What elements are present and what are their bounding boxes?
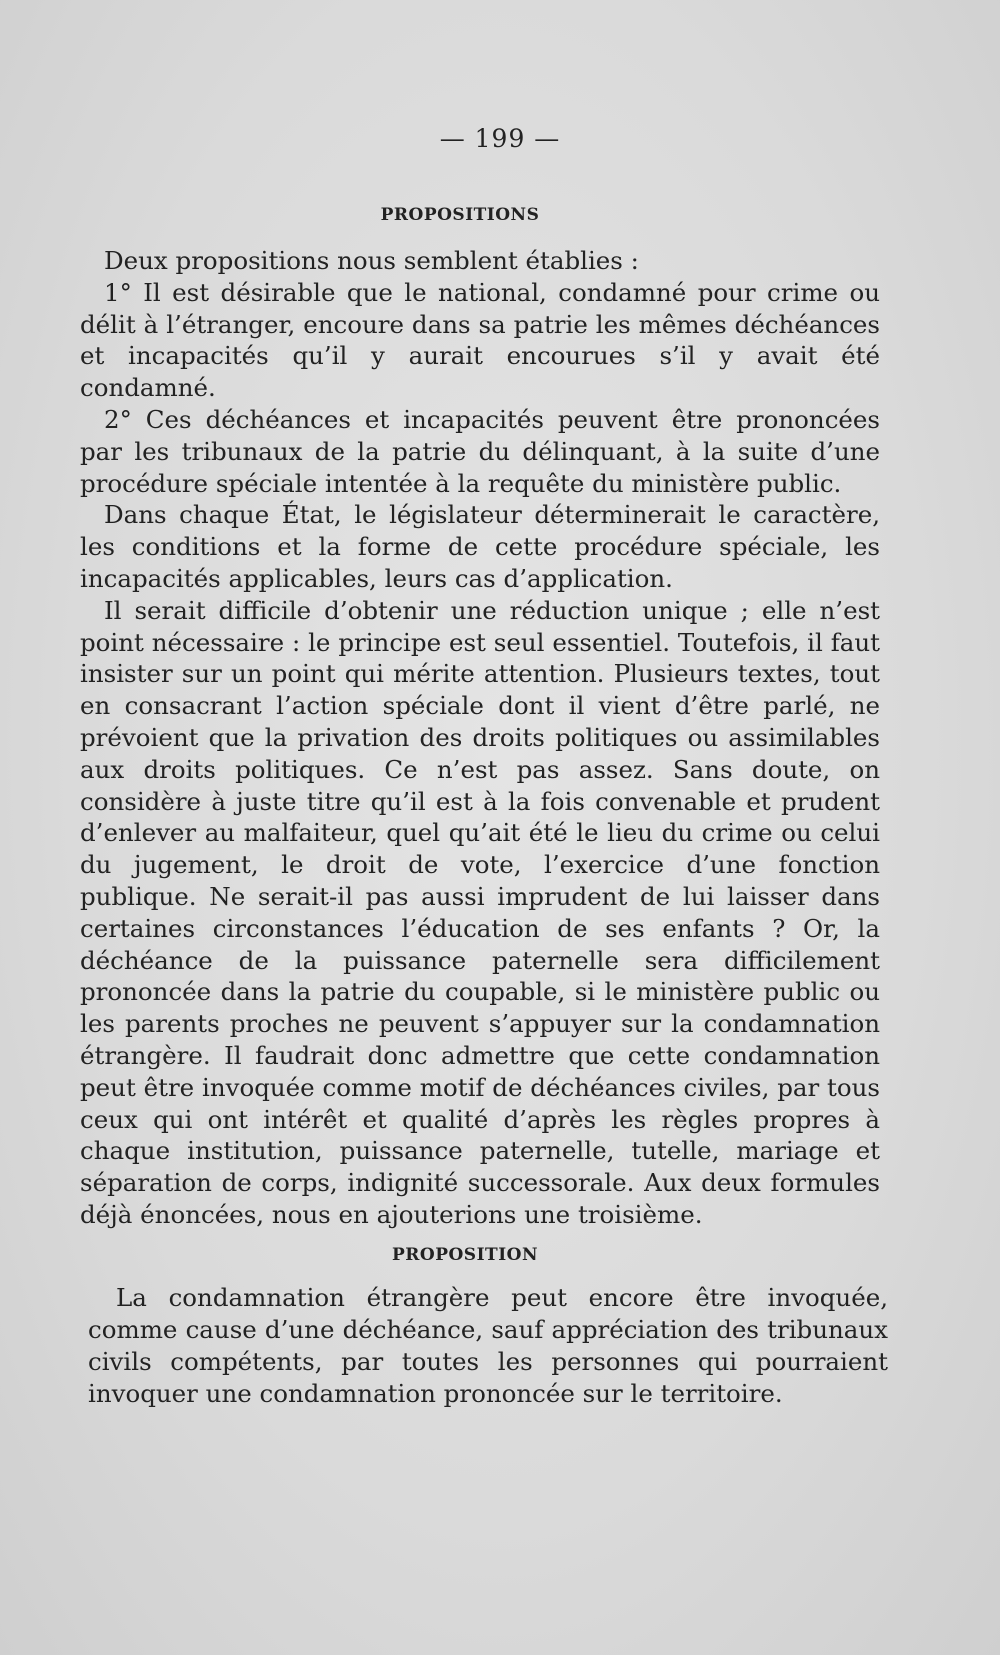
page-number: — 199 — [439, 124, 561, 153]
paragraph: Deux propositions nous semblent établies : [104, 246, 639, 275]
section-heading-propositions: PROPOSITIONS [380, 205, 540, 225]
paragraph: La condamnation étrangère peut encore être invoquée, comme cause d’une déchéance, sauf appréciation des tribunaux civils compétents, par toutes les personnes qui pourraient invoquer une condamnation prononcée sur le territoire. [88, 1283, 888, 1408]
section-heading-proposition: PROPOSITION [392, 1245, 538, 1265]
paragraph: Dans chaque État, le législateur déterminerait le caractère, les conditions et la forme de cette procédure spéciale, les incapacités applicables, leurs cas d’application. [80, 500, 880, 593]
section-body-proposition [88, 1282, 888, 1410]
paragraph: Il serait difficile d’obtenir une réduction unique ; elle n’est point nécessaire : le principe est seul essentiel. Toutefois, il faut insister sur un point qui mérite attention. Plusieurs textes, tout en consacrant l’action spéciale dont il vient d’être parlé, ne prévoient que la privation des droits politiques ou assimilables aux droits politiques. Ce n’est pas assez. Sans doute, on considère à juste titre qu’il est à la fois convenable et prudent d’enlever au malfaiteur, quel qu’ait été le lieu du crime ou celui du jugement, le droit de vote, l’exercice d’une fonction publique. Ne serait-il pas aussi imprudent de lui laisser dans certaines circonstances l’éducation de ses enfants ? Or, la déchéance de la puissance paternelle sera difficilement prononcée dans la patrie du coupable, si le ministère public ou les parents proches ne peuvent s’appuyer sur la condamnation étrangère. Il faudrait donc admettre que cette condamnation peut être invoquée comme motif de déchéances civiles, par tous ceux qui ont intérêt et qualité d’après les règles propres à chaque institution, puissance paternelle, tutelle, mariage et séparation de corps, indignité successorale. Aux deux formules déjà énoncées, nous en ajouterions une troisième. [80, 595, 880, 1229]
paragraph: 1° Il est désirable que le national, condamné pour crime ou délit à l’étranger, encoure dans sa patrie les mêmes déchéances et incapacités qu’il y aurait encourues s’il y avait été condamné. [80, 277, 880, 403]
paragraph: 2° Ces déchéances et incapacités peuvent être prononcées par les tribunaux de la patrie du délinquant, à la suite d’une procédure spéciale intentée à la requête du ministère public. [80, 404, 880, 498]
section-body-propositions [80, 245, 880, 1231]
